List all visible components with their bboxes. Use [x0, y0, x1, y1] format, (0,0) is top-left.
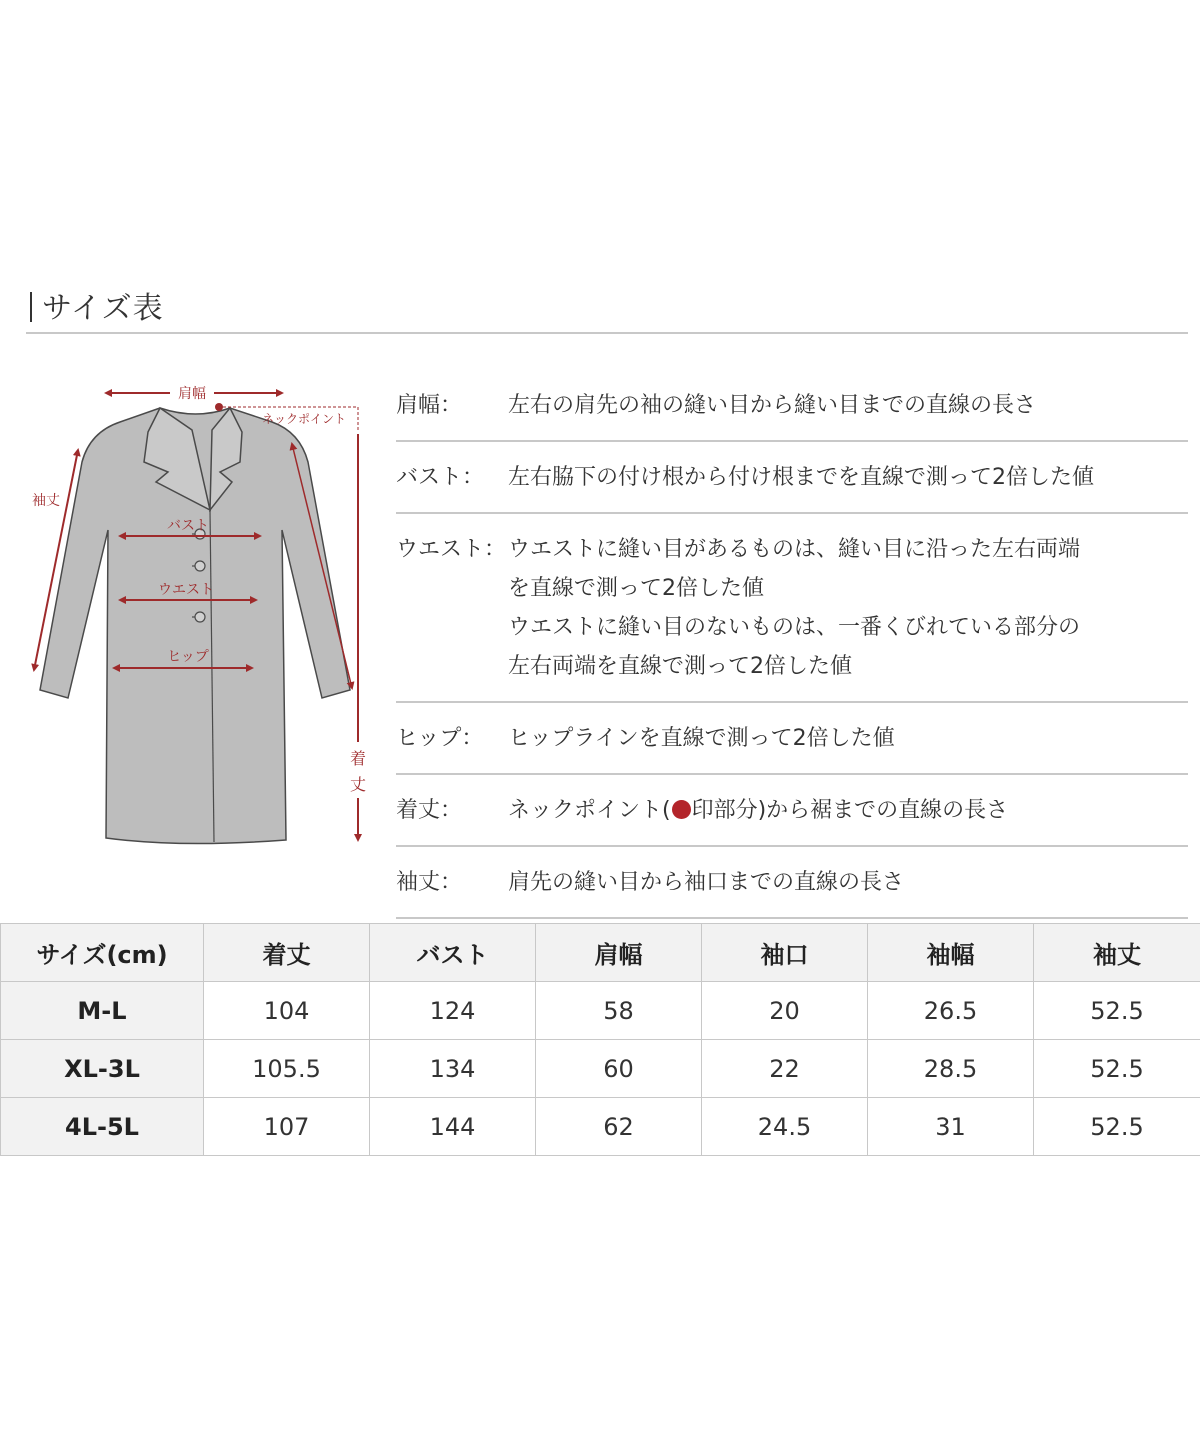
measurement-definitions [396, 370, 1188, 919]
definition-waist [396, 514, 1188, 703]
neck-point-marker [215, 403, 223, 411]
table-cell: 26.5 [868, 982, 1034, 1040]
table-cell: 52.5 [1034, 1040, 1200, 1098]
length-label-2: 丈 [349, 775, 367, 794]
definition-line: 肩先の縫い目から袖口までの直線の長さ [508, 870, 905, 895]
table-cell: 58 [536, 982, 702, 1040]
definition-text [508, 530, 1188, 686]
title-divider [26, 332, 1188, 334]
definition-text [508, 863, 1188, 902]
definition-length [396, 775, 1188, 847]
definition-text [508, 386, 1188, 425]
column-header: 袖口 [702, 924, 868, 982]
table-cell: 28.5 [868, 1040, 1034, 1098]
definition-line: 左右両端を直線で測って2倍した値 [508, 654, 852, 679]
bust-label: バスト [167, 518, 209, 534]
table-cell: 104 [204, 982, 370, 1040]
hip-label: ヒップ [167, 649, 209, 665]
sleeve-label: 袖丈 [32, 493, 60, 509]
title-accent-bar [30, 292, 32, 322]
table-cell: 62 [536, 1098, 702, 1156]
page-title-text: サイズ表 [42, 291, 164, 326]
definition-term: ヒップ： [396, 726, 484, 751]
table-cell: 134 [370, 1040, 536, 1098]
definition-text-after: 印部分)から裾までの直線の長さ [691, 798, 1009, 823]
definition-line: ヒップラインを直線で測って2倍した値 [508, 726, 895, 751]
definition-term: 袖丈： [396, 870, 463, 895]
table-cell: 31 [868, 1098, 1034, 1156]
definition-text-before: ネックポイント( [508, 798, 671, 823]
definition-term: バスト： [396, 465, 485, 490]
waist-label: ウエスト [158, 582, 214, 598]
size-cell: XL-3L [1, 1040, 204, 1098]
column-header: サイズ(cm) [1, 924, 204, 982]
size-cell: 4L-5L [1, 1098, 204, 1156]
table-cell: 20 [702, 982, 868, 1040]
size-cell: M-L [1, 982, 204, 1040]
page-title [30, 283, 164, 327]
size-table [0, 923, 1200, 1156]
definition-term: 着丈： [396, 798, 463, 823]
column-header: 肩幅 [536, 924, 702, 982]
definition-line: ウエストに縫い目のないものは、一番くびれている部分の [508, 615, 1081, 640]
definition-line: ウエストに縫い目があるものは、縫い目に沿った左右両端 [508, 537, 1081, 562]
definition-hip [396, 703, 1188, 775]
table-cell: 144 [370, 1098, 536, 1156]
definition-line: 左右脇下の付け根から付け根までを直線で測って2倍した値 [508, 465, 1094, 490]
definition-term: ウエスト： [396, 537, 507, 562]
definition-bust [396, 442, 1188, 514]
definition-line: 左右の肩先の袖の縫い目から縫い目までの直線の長さ [508, 393, 1037, 418]
button-3 [195, 612, 205, 622]
table-row [1, 1040, 1200, 1098]
table-cell: 124 [370, 982, 536, 1040]
table-header-row [1, 924, 1200, 982]
definition-text [508, 458, 1188, 497]
column-header: 着丈 [204, 924, 370, 982]
definition-sleeve [396, 847, 1188, 919]
table-row [1, 1098, 1200, 1156]
definition-line: を直線で測って2倍した値 [508, 576, 764, 601]
table-row [1, 982, 1200, 1040]
table-cell: 60 [536, 1040, 702, 1098]
column-header: バスト [370, 924, 536, 982]
column-header: 袖丈 [1034, 924, 1200, 982]
table-cell: 52.5 [1034, 1098, 1200, 1156]
table-cell: 52.5 [1034, 982, 1200, 1040]
length-label-1: 着 [349, 749, 367, 768]
coat-measurement-diagram [20, 370, 390, 890]
neck-point-label: ネックポイント [261, 412, 347, 426]
neck-point-dot-icon [672, 800, 691, 819]
definition-shoulder [396, 370, 1188, 442]
button-2 [195, 561, 205, 571]
table-cell: 107 [204, 1098, 370, 1156]
shoulder-label: 肩幅 [178, 386, 206, 402]
table-cell: 22 [702, 1040, 868, 1098]
table-cell: 105.5 [204, 1040, 370, 1098]
definition-term: 肩幅： [396, 393, 463, 418]
table-cell: 24.5 [702, 1098, 868, 1156]
definition-text [508, 791, 1188, 830]
column-header: 袖幅 [868, 924, 1034, 982]
definition-text [508, 719, 1188, 758]
